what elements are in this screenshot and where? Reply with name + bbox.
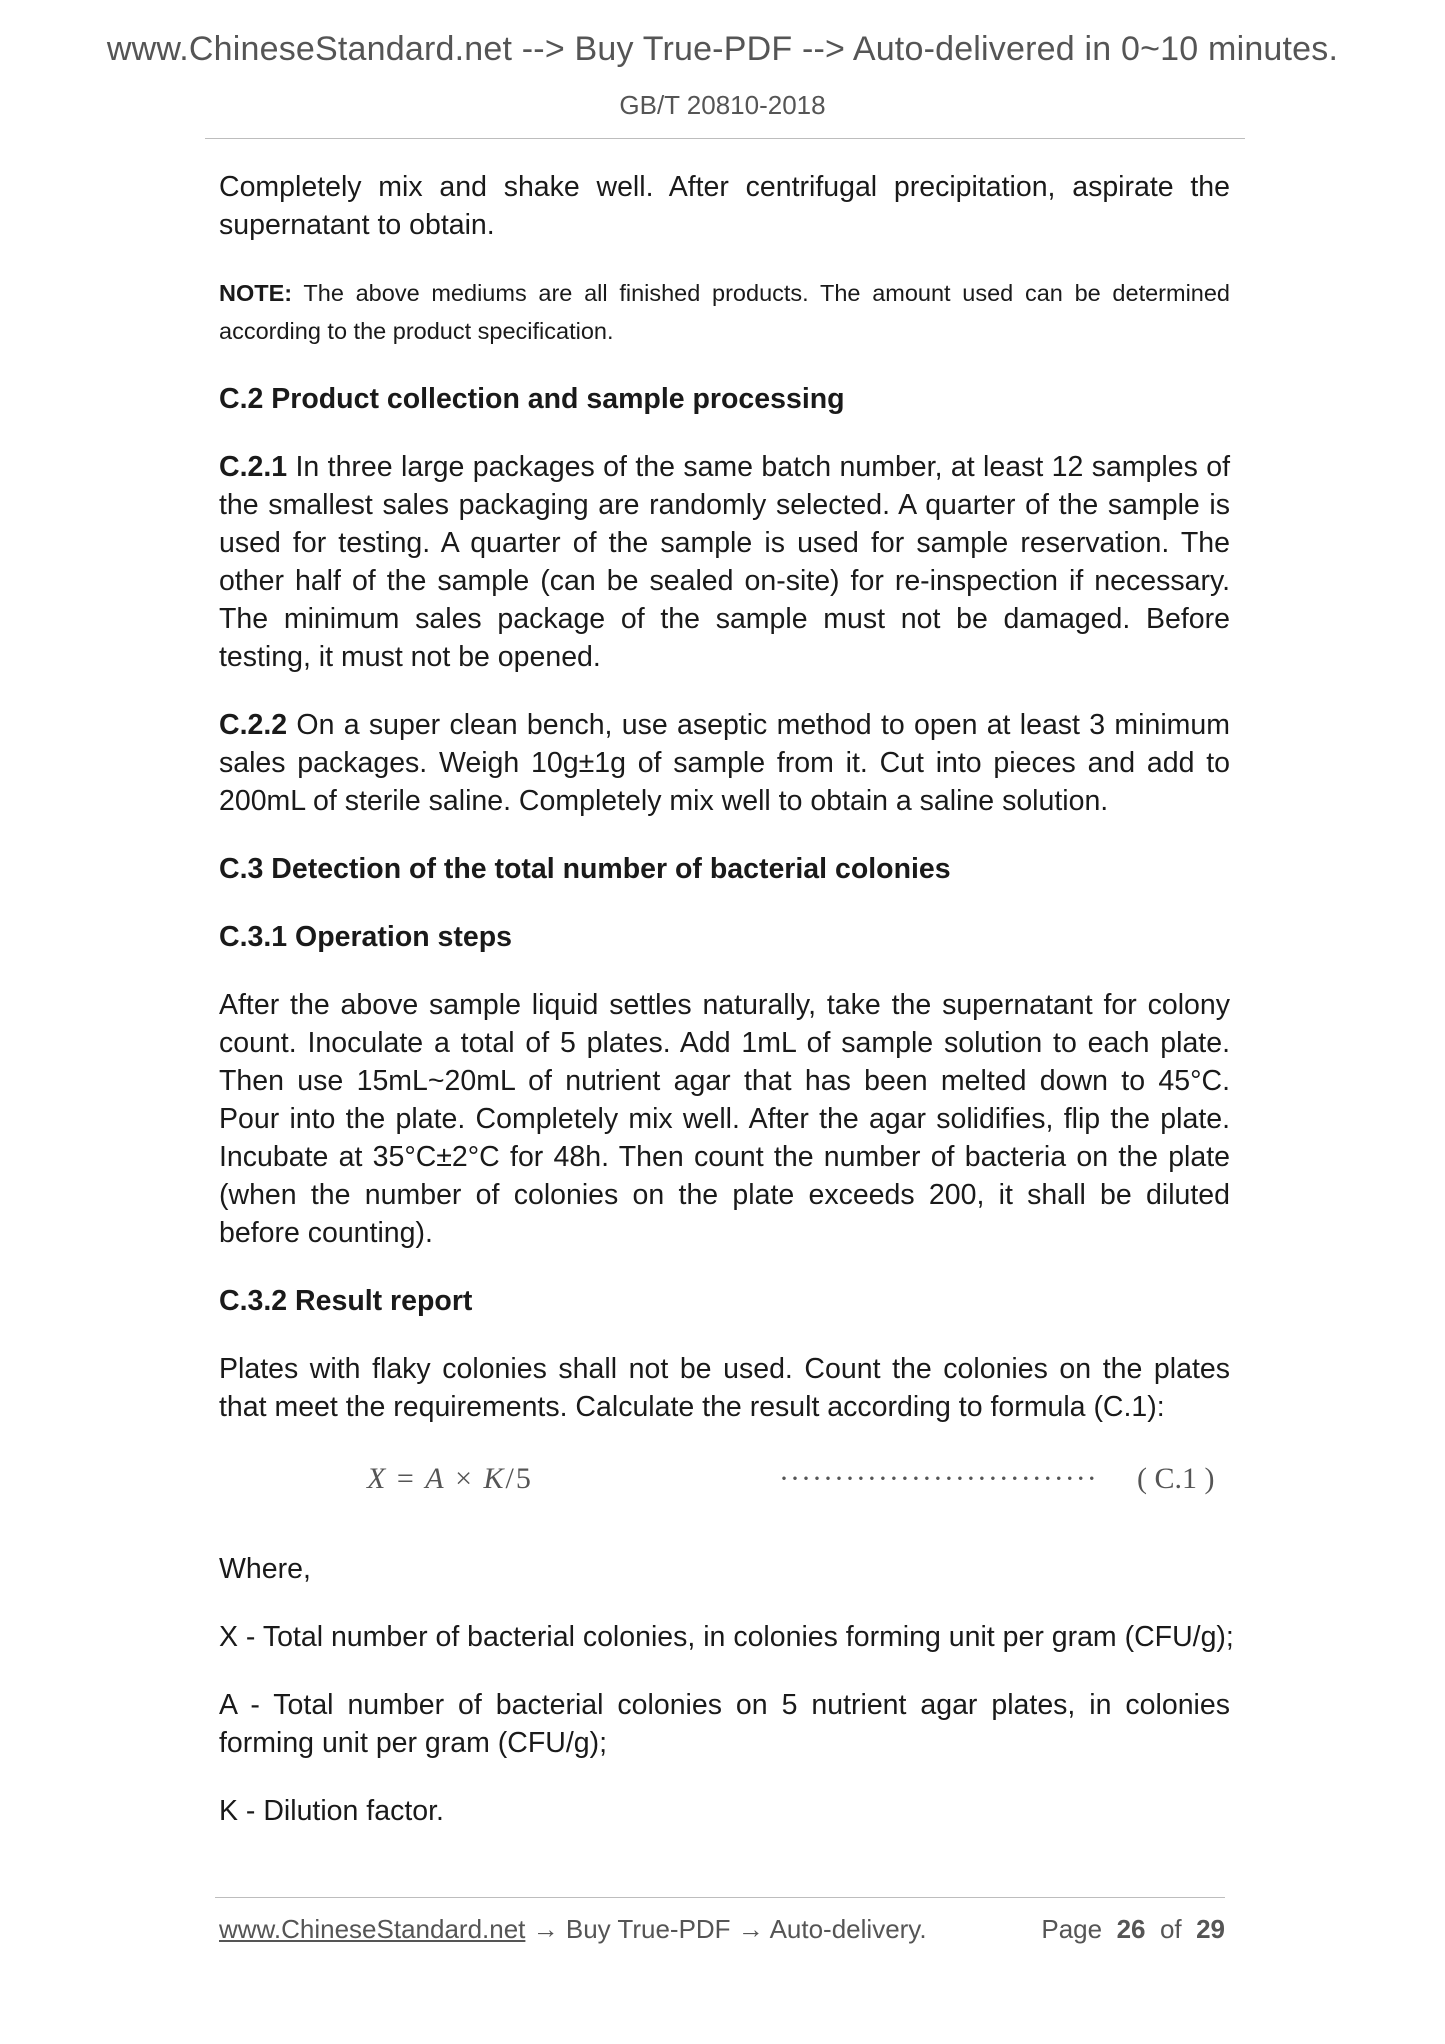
definition-k: K - Dilution factor. bbox=[219, 1795, 444, 1827]
page-label: Page bbox=[1041, 1914, 1103, 1944]
definition-x: X - Total number of bacterial colonies, in colonies forming unit per gram (CFU/g); bbox=[219, 1621, 1234, 1653]
intro-paragraph: Completely mix and shake well. After centrifugal precipitation, aspirate the supernatant to obtain. bbox=[219, 171, 1230, 241]
clause-c22 bbox=[219, 706, 1230, 820]
clause-number: C.2.1 bbox=[219, 451, 288, 483]
formula-equals: = bbox=[387, 1462, 426, 1495]
page-of: of bbox=[1159, 1914, 1182, 1944]
page-total: 29 bbox=[1196, 1914, 1225, 1944]
formula-expression bbox=[367, 1462, 533, 1496]
footer-link-text bbox=[219, 1914, 927, 1945]
formula-divisor: /5 bbox=[505, 1462, 533, 1495]
formula-c1 bbox=[219, 1456, 1230, 1506]
page-number bbox=[1041, 1914, 1225, 1945]
note-text: The above mediums are all finished products. The amount used can be determined according to the product specification. bbox=[219, 280, 1230, 344]
standard-code: GB/T 20810-2018 bbox=[619, 90, 826, 120]
section-heading-c2: C.2 Product collection and sample processing bbox=[219, 383, 845, 415]
formula-times: × bbox=[445, 1462, 484, 1495]
section-heading-c31: C.3.1 Operation steps bbox=[219, 921, 513, 953]
clause-text: In three large packages of the same batch number, at least 12 samples of the smallest sales packaging are randomly selected. A quarter of the sample is used for testing. A quarter of the sample is used for sample reservation. The other half of the sample (can be sealed on-site) for re-inspection if necessary. The minimum sales package of the sample must not be damaged. Before testing, it must not be opened. bbox=[219, 451, 1230, 673]
clause-number: C.2.2 bbox=[219, 709, 288, 741]
operation-steps-paragraph: After the above sample liquid settles naturally, take the supernatant for colony count. Inoculate a total of 5 plates. Add 1mL of sample solution to each plate. Then use 15mL~20mL of nutrient agar that has been melted down to 45°C. Pour into the plate. Completely mix well. After the agar solidifies, flip the plate. Incubate at 35°C±2°C for 48h. Then count the number of bacteria on the plate (when the number of colonies on the plate exceeds 200, it shall be diluted before counting). bbox=[219, 989, 1230, 1249]
result-report-paragraph: Plates with flaky colonies shall not be used. Count the colonies on the plates that meet the requirements. Calculate the result according to formula (C.1): bbox=[219, 1353, 1230, 1423]
formula-var-k: K bbox=[483, 1462, 506, 1495]
clause-text: On a super clean bench, use aseptic method to open at least 3 minimum sales packages. Weigh 10g±1g of sample from it. Cut into pieces and add to 200mL of sterile saline. Completely mix well to obtain a saline solution. bbox=[219, 709, 1230, 817]
footer-tagline: → Buy True-PDF → Auto-delivery. bbox=[525, 1914, 927, 1944]
formula-number: ( C.1 ) bbox=[1137, 1462, 1215, 1495]
top-banner: www.ChineseStandard.net --> Buy True-PDF --> Auto-delivered in 0~10 minutes. bbox=[106, 30, 1339, 68]
section-heading-c32: C.3.2 Result report bbox=[219, 1285, 473, 1317]
formula-var-x: X bbox=[367, 1462, 388, 1495]
definition-a: A - Total number of bacterial colonies on 5 nutrient agar plates, in colonies forming unit per gram (CFU/g); bbox=[219, 1689, 1230, 1759]
page-footer bbox=[219, 1914, 1230, 1954]
note-label: NOTE: bbox=[219, 280, 293, 306]
document-body bbox=[219, 168, 1234, 1860]
note-paragraph bbox=[219, 274, 1230, 350]
formula-var-a: A bbox=[425, 1462, 446, 1495]
where-label: Where, bbox=[219, 1553, 311, 1585]
variable-definitions bbox=[219, 1618, 1234, 1830]
footer-site-link[interactable]: www.ChineseStandard.net bbox=[219, 1914, 526, 1944]
footer-divider bbox=[215, 1897, 1225, 1898]
clause-c21 bbox=[219, 448, 1230, 676]
formula-leader-dots: ····························· bbox=[779, 1462, 1098, 1495]
section-heading-c3: C.3 Detection of the total number of bacterial colonies bbox=[219, 853, 951, 885]
header-divider bbox=[205, 138, 1245, 139]
page-current: 26 bbox=[1116, 1914, 1146, 1944]
